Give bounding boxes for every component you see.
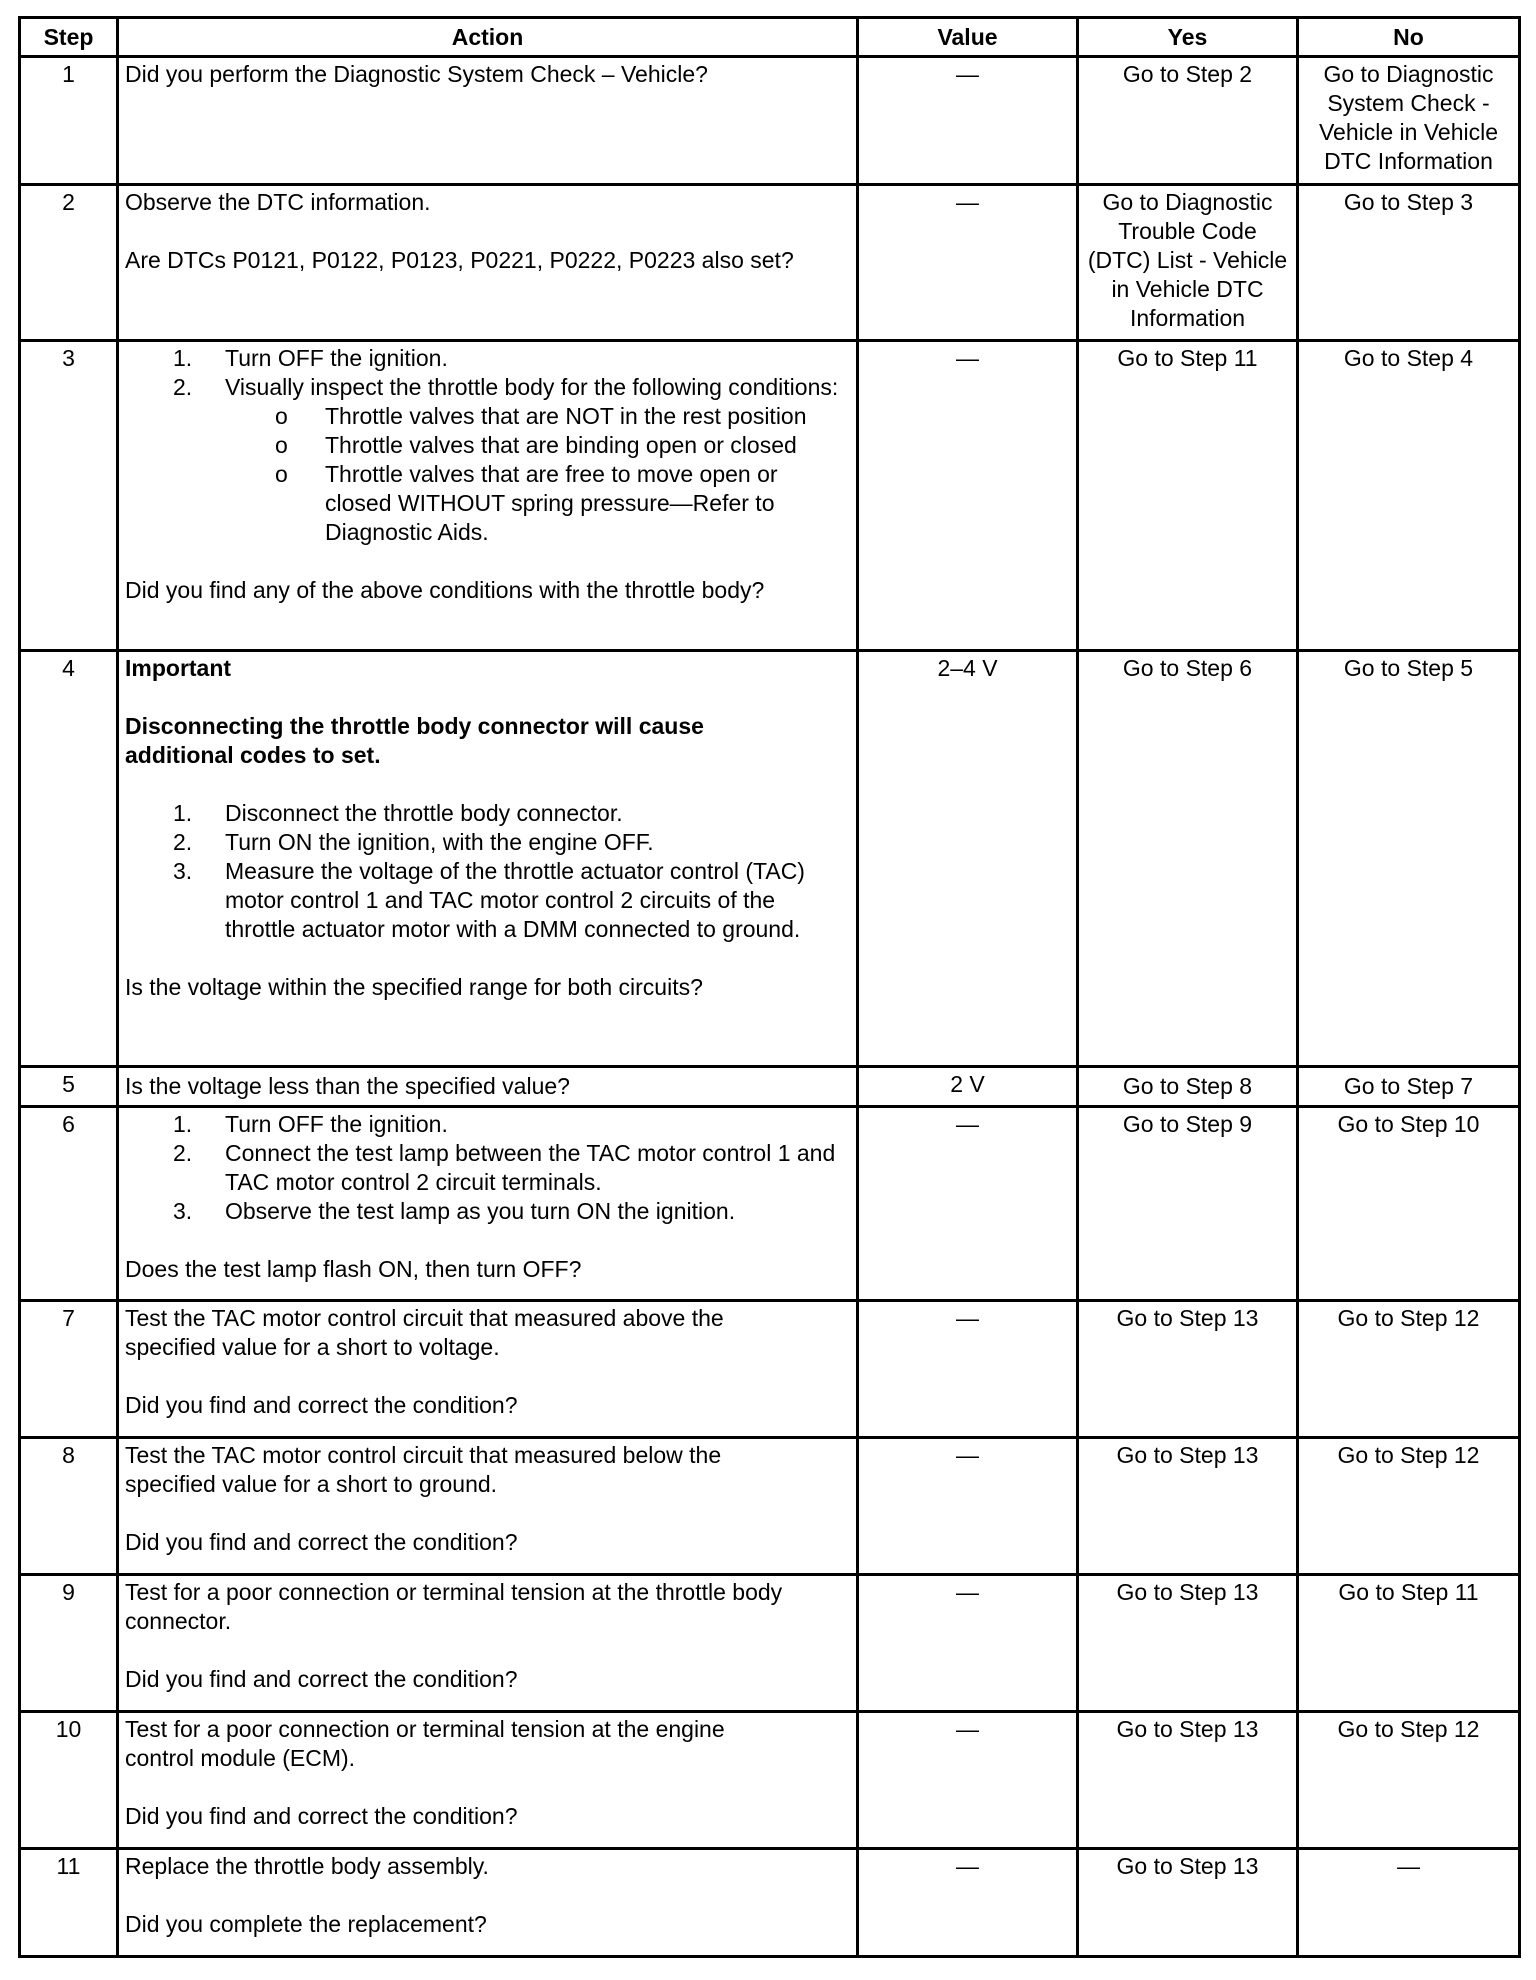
value-cell: —: [858, 1849, 1078, 1957]
yes-cell: Go to Step 6: [1078, 651, 1298, 1067]
action-cell: [118, 185, 858, 341]
yes-cell: Go to Step 13: [1078, 1575, 1298, 1712]
header-yes: Yes: [1078, 18, 1298, 57]
step-number: 5: [20, 1067, 118, 1107]
no-cell: —: [1298, 1849, 1520, 1957]
action-text: Did you perform the Diagnostic System Check – Vehicle?: [125, 61, 708, 87]
action-text: Is the voltage less than the specified value?: [125, 1073, 570, 1099]
list-item: o Throttle valves that are NOT in the rest position: [275, 403, 807, 429]
action-question: Did you find and correct the condition?: [125, 1803, 518, 1829]
table-row: [20, 341, 1520, 651]
action-question: Did you find and correct the condition?: [125, 1529, 518, 1555]
action-text: Test the TAC motor control circuit that measured above the specified value for a short to voltage.: [125, 1305, 724, 1360]
action-cell: [118, 1849, 858, 1957]
step-number: 8: [20, 1438, 118, 1575]
value-cell: —: [858, 1438, 1078, 1575]
no-cell: Go to Step 11: [1298, 1575, 1520, 1712]
no-cell: Go to Diagnostic System Check - Vehicle in Vehicle DTC Information: [1298, 57, 1520, 185]
value-cell: —: [858, 185, 1078, 341]
no-cell: Go to Step 5: [1298, 651, 1520, 1067]
list-item: 2. Connect the test lamp between the TAC motor control 1 and TAC motor control 2 circuit terminals.: [173, 1140, 836, 1195]
list-item: 1. Turn OFF the ignition.: [173, 1111, 448, 1137]
action-cell: [118, 1438, 858, 1575]
yes-cell: Go to Step 8: [1078, 1067, 1298, 1107]
step-number: 3: [20, 341, 118, 651]
list-item: o Throttle valves that are free to move open or closed WITHOUT spring pressure—Refer to Diagnostic Aids.: [275, 461, 778, 545]
yes-cell: Go to Step 11: [1078, 341, 1298, 651]
action-cell: [118, 1301, 858, 1438]
procedure-list: [125, 344, 850, 547]
list-item: 2. Visually inspect the throttle body for the following conditions: o Throttle valves that are NOT in the rest position o Throttle valves that are binding open or closed o Throttle valves that are free to move open or closed WITHOUT spring pressure—Refer to Diagnostic Aids.: [125, 373, 850, 547]
action-question: Did you complete the replacement?: [125, 1911, 487, 1937]
step-number: 11: [20, 1849, 118, 1957]
table-row: [20, 1438, 1520, 1575]
list-item: o Throttle valves that are binding open or closed: [275, 432, 797, 458]
important-heading: Important: [125, 655, 232, 681]
no-cell: Go to Step 3: [1298, 185, 1520, 341]
action-cell: [118, 1107, 858, 1301]
table-row: [20, 57, 1520, 185]
action-cell: [118, 651, 858, 1067]
important-note: Disconnecting the throttle body connector will cause additional codes to set.: [125, 713, 704, 768]
table-row: [20, 1107, 1520, 1301]
procedure-list: [125, 1110, 850, 1226]
table-row: [20, 651, 1520, 1067]
yes-cell: Go to Step 13: [1078, 1849, 1298, 1957]
action-question: Is the voltage within the specified range for both circuits?: [125, 974, 703, 1000]
header-no: No: [1298, 18, 1520, 57]
action-question: Did you find any of the above conditions with the throttle body?: [125, 577, 765, 603]
header-action: Action: [118, 18, 858, 57]
list-item: 3. Observe the test lamp as you turn ON the ignition.: [173, 1198, 736, 1224]
step-number: 2: [20, 185, 118, 341]
table-row: [20, 1712, 1520, 1849]
step-number: 10: [20, 1712, 118, 1849]
action-text: Replace the throttle body assembly.: [125, 1853, 489, 1879]
no-cell: Go to Step 12: [1298, 1438, 1520, 1575]
condition-list: [225, 402, 850, 547]
no-cell: Go to Step 10: [1298, 1107, 1520, 1301]
action-text: Test for a poor connection or terminal tension at the engine control module (ECM).: [125, 1716, 725, 1771]
action-question: Did you find and correct the condition?: [125, 1666, 518, 1692]
table-row: [20, 185, 1520, 341]
action-cell: [118, 1067, 858, 1107]
value-cell: —: [858, 341, 1078, 651]
list-item: 3. Measure the voltage of the throttle actuator control (TAC) motor control 1 and TAC motor control 2 circuits of the throttle actuator motor with a DMM connected to ground.: [173, 858, 805, 942]
table-row: [20, 1067, 1520, 1107]
action-text: Test the TAC motor control circuit that measured below the specified value for a short to ground.: [125, 1442, 722, 1497]
header-row: [20, 18, 1520, 57]
yes-cell: Go to Diagnostic Trouble Code (DTC) List - Vehicle in Vehicle DTC Information: [1078, 185, 1298, 341]
value-cell: —: [858, 1301, 1078, 1438]
list-item: 2. Turn ON the ignition, with the engine OFF.: [173, 829, 654, 855]
list-item: 1. Turn OFF the ignition.: [173, 345, 448, 371]
value-cell: —: [858, 57, 1078, 185]
value-cell: 2–4 V: [858, 651, 1078, 1067]
step-number: 9: [20, 1575, 118, 1712]
yes-cell: Go to Step 2: [1078, 57, 1298, 185]
action-question: Does the test lamp flash ON, then turn OFF?: [125, 1256, 582, 1282]
value-cell: 2 V: [858, 1067, 1078, 1107]
yes-cell: Go to Step 9: [1078, 1107, 1298, 1301]
no-cell: Go to Step 12: [1298, 1301, 1520, 1438]
yes-cell: Go to Step 13: [1078, 1438, 1298, 1575]
action-cell: [118, 1575, 858, 1712]
step-number: 6: [20, 1107, 118, 1301]
action-question: Did you find and correct the condition?: [125, 1392, 518, 1418]
action-text: Observe the DTC information.: [125, 189, 431, 215]
step-number: 7: [20, 1301, 118, 1438]
action-question: Are DTCs P0121, P0122, P0123, P0221, P0222, P0223 also set?: [125, 247, 794, 273]
action-text: Test for a poor connection or terminal tension at the throttle body connector.: [125, 1579, 783, 1634]
action-cell: [118, 1712, 858, 1849]
no-cell: Go to Step 7: [1298, 1067, 1520, 1107]
step-number: 1: [20, 57, 118, 185]
header-step: Step: [20, 18, 118, 57]
table-row: [20, 1849, 1520, 1957]
table-row: [20, 1575, 1520, 1712]
value-cell: —: [858, 1712, 1078, 1849]
no-cell: Go to Step 4: [1298, 341, 1520, 651]
yes-cell: Go to Step 13: [1078, 1712, 1298, 1849]
table-row: [20, 1301, 1520, 1438]
procedure-list: [125, 799, 850, 944]
action-cell: [118, 57, 858, 185]
step-number: 4: [20, 651, 118, 1067]
list-item: 1. Disconnect the throttle body connector.: [173, 800, 623, 826]
value-cell: —: [858, 1575, 1078, 1712]
no-cell: Go to Step 12: [1298, 1712, 1520, 1849]
action-cell: [118, 341, 858, 651]
header-value: Value: [858, 18, 1078, 57]
value-cell: —: [858, 1107, 1078, 1301]
diagnostic-table: [18, 16, 1521, 1958]
yes-cell: Go to Step 13: [1078, 1301, 1298, 1438]
